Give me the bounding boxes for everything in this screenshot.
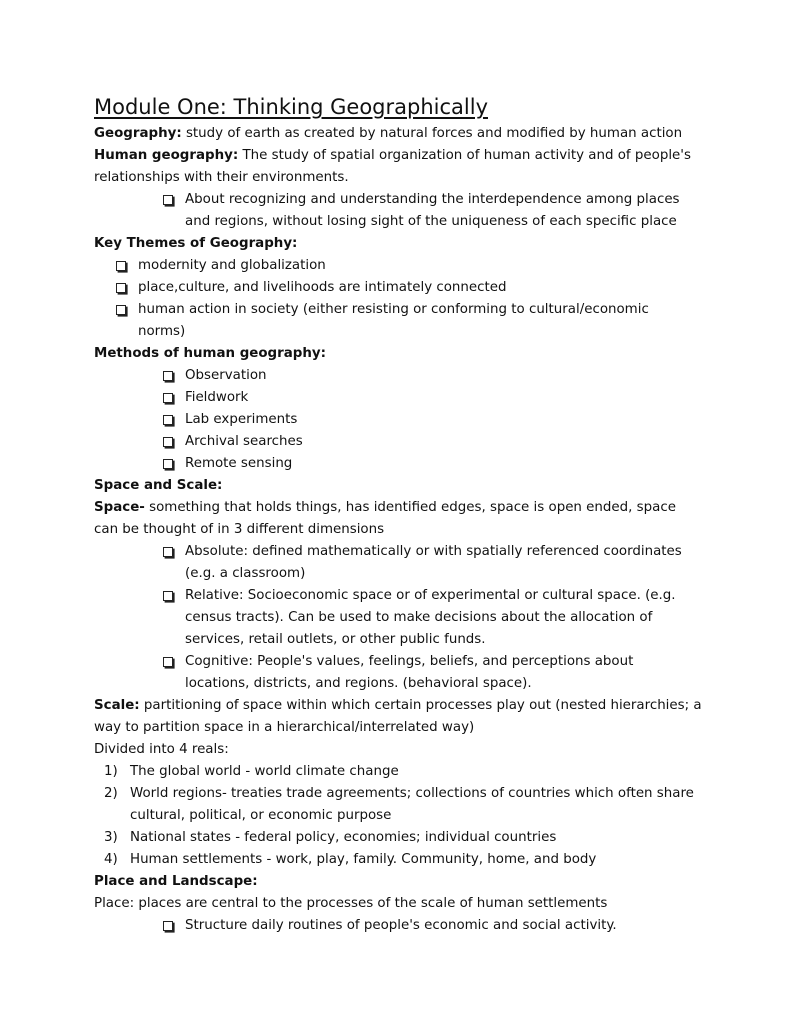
divided-line: Divided into 4 reals: xyxy=(94,742,229,757)
human-geography-text: The study of spatial organization of human activity and of people's relationships with their environments. xyxy=(94,148,691,185)
list-item: Lab experiments xyxy=(163,409,704,431)
space-scale-heading: Space and Scale: xyxy=(94,478,223,493)
list-item: 3) National states - federal policy, economies; individual countries xyxy=(104,830,557,845)
checkbox-bullet-icon xyxy=(163,657,173,667)
list-item: Cognitive: People's values, feelings, beliefs, and perceptions about locations, districts, and regions. (behavioral space). xyxy=(163,651,695,695)
list-item: 1) The global world - world climate change xyxy=(104,764,399,779)
checkbox-bullet-icon xyxy=(163,371,173,381)
checkbox-bullet-icon xyxy=(163,195,173,205)
geography-definition xyxy=(94,123,704,145)
list-item: Fieldwork xyxy=(163,387,704,409)
space-definition: Space- something that holds things, has identified edges, space is open ended, space can be thought of in 3 different dimensions xyxy=(94,500,676,537)
human-geography-term: Human geography: xyxy=(94,148,239,163)
checkbox-bullet-icon xyxy=(163,393,173,403)
list-item: Structure daily routines of people's economic and social activity. xyxy=(163,915,695,937)
list-item: modernity and globalization xyxy=(116,255,704,277)
geography-term: Geography: xyxy=(94,126,182,141)
list-item: Observation xyxy=(163,365,704,387)
geography-text: study of earth as created by natural forces and modified by human action xyxy=(181,126,683,141)
list-item: Relative: Socioeconomic space or of experimental or cultural space. (e.g. census tracts). Can be used to make decisions about the allocation of services, retail outlets, or other public funds. xyxy=(163,585,695,651)
place-line: Place: places are central to the processes of the scale of human settlements xyxy=(94,896,608,911)
list-item: About recognizing and understanding the interdependence among places and regions, without losing sight of the uniqueness of each specific place xyxy=(163,189,695,233)
scale-definition: Scale: partitioning of space within which certain processes play out (nested hierarchies; a way to partition space in a hierarchical/interrelated way) xyxy=(94,698,702,735)
checkbox-bullet-icon xyxy=(116,261,126,271)
checkbox-bullet-icon xyxy=(163,437,173,447)
checkbox-bullet-icon xyxy=(163,591,173,601)
document-body xyxy=(94,123,704,937)
page-title: Module One: Thinking Geographically xyxy=(94,95,488,119)
checkbox-bullet-icon xyxy=(163,921,173,931)
checkbox-bullet-icon xyxy=(116,305,126,315)
space-term: Space- xyxy=(94,500,145,515)
list-item: Archival searches xyxy=(163,431,704,453)
list-item: 2) World regions- treaties trade agreements; collections of countries which often share cultural, political, or economic purpose xyxy=(104,786,694,823)
human-geography-definition xyxy=(94,145,704,189)
checkbox-bullet-icon xyxy=(116,283,126,293)
list-item: Remote sensing xyxy=(163,453,704,475)
list-item: Absolute: defined mathematically or with spatially referenced coordinates (e.g. a classroom) xyxy=(163,541,695,585)
list-item: place,culture, and livelihoods are intimately connected xyxy=(116,277,704,299)
place-landscape-heading: Place and Landscape: xyxy=(94,874,258,889)
checkbox-bullet-icon xyxy=(163,547,173,557)
list-item: human action in society (either resisting or conforming to cultural/economic norms) xyxy=(116,299,698,343)
checkbox-bullet-icon xyxy=(163,459,173,469)
key-themes-heading: Key Themes of Geography: xyxy=(94,236,298,251)
checkbox-bullet-icon xyxy=(163,415,173,425)
methods-heading: Methods of human geography: xyxy=(94,346,326,361)
scale-term: Scale: xyxy=(94,698,140,713)
list-item: 4) Human settlements - work, play, family. Community, home, and body xyxy=(104,852,597,867)
